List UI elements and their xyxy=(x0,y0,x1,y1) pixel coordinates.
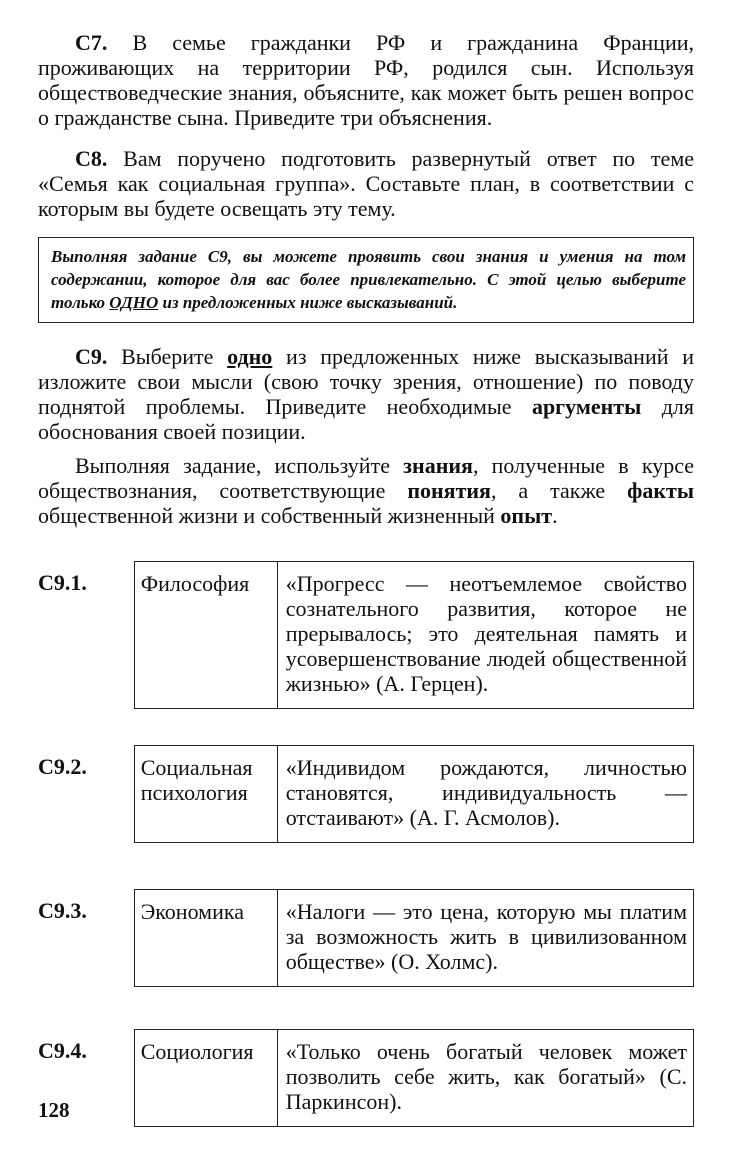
notice-text-underlined: ОДНО xyxy=(109,293,159,312)
c9-text-underlined: одно xyxy=(227,344,273,369)
task-topic: Социальная психология xyxy=(135,746,278,842)
task-c7-text: В семье гражданки РФ и гражданина Франции, проживающих на территории РФ, родился сын. Используя обществоведческие знания, объясните, как может быть решен вопрос о гражданстве сына. Приведите три объяснения. xyxy=(38,30,694,130)
task-box xyxy=(134,1029,694,1127)
task-quote: «Индивидом рождаются, личностью становятся, индивидуальность — отстаивают» (А. Г. Асмолов). xyxy=(285,755,687,830)
task-topic: Экономика xyxy=(135,890,278,986)
task-box xyxy=(134,889,694,987)
instr-bold-4: опыт xyxy=(500,503,553,528)
task-quote: «Налоги — это цена, которую мы платим за возможность жить в цивилизованном обществе» (О. Холмс). xyxy=(285,899,687,974)
task-quote: «Прогресс — неотъемлемое свойство сознательного развития, которое не прерывалось; это деятельная память и усовершенствование людей общественной жизнью» (А. Герцен). xyxy=(285,571,687,696)
instr-text-3: , а также xyxy=(490,478,628,503)
task-topic: Социология xyxy=(135,1030,278,1126)
task-c9-4 xyxy=(38,1029,694,1127)
instr-text-5: . xyxy=(552,503,558,528)
task-c9-2 xyxy=(38,745,694,843)
page-number: 128 xyxy=(38,1098,70,1122)
task-c8 xyxy=(38,146,694,221)
task-c7-number: С7. xyxy=(75,30,108,55)
c9-notice-box xyxy=(38,237,694,323)
task-topic: Философия xyxy=(135,562,278,708)
c9-text-3: для обоснования своей позиции. xyxy=(38,394,694,444)
task-number: С9.3. xyxy=(38,898,87,923)
notice-text-before: Выполняя задание С9, вы можете проявить свои знания и умения на том содержании, которое для вас более привлекательно. С этой целью выберите только xyxy=(51,247,686,312)
task-c8-number: С8. xyxy=(75,146,108,171)
task-number: С9.2. xyxy=(38,754,87,779)
instr-bold-1: знания xyxy=(403,453,473,478)
task-c9-number: С9. xyxy=(75,344,108,369)
task-box xyxy=(134,745,694,843)
instr-text-2: , полученные в курсе обществознания, соответствующие xyxy=(38,453,694,503)
task-c9-1 xyxy=(38,561,694,709)
page-content xyxy=(38,30,694,1127)
c9-text-2: из предложенных ниже высказываний и изложите свои мысли (свою точку зрения, отношение) по поводу поднятой проблемы. Приведите необходимые xyxy=(38,344,695,419)
instr-text-1: Выполняя задание, используйте xyxy=(75,453,404,478)
instr-bold-2: понятия xyxy=(407,478,491,503)
instr-bold-3: факты xyxy=(627,478,694,503)
task-quote: «Только очень богатый человек может позволить себе жить, как богатый» (С. Паркинсон). xyxy=(285,1039,687,1114)
notice-text-after: из предложенных ниже высказываний. xyxy=(158,293,458,312)
task-c7 xyxy=(38,30,694,130)
c9-text-1: Выберите xyxy=(121,344,228,369)
task-c9-3 xyxy=(38,889,694,987)
c9-text-bold: аргументы xyxy=(531,394,642,419)
task-number: С9.1. xyxy=(38,570,87,595)
task-number: С9.4. xyxy=(38,1038,87,1063)
c9-instructions xyxy=(38,453,694,528)
task-c9 xyxy=(38,344,694,444)
instr-text-4: общественной жизни и собственный жизненный xyxy=(38,503,501,528)
task-box xyxy=(134,561,694,709)
task-c8-text: Вам поручено подготовить развернутый ответ по теме «Семья как социальная группа». Составьте план, в соответствии с которым вы будете освещать эту тему. xyxy=(38,146,695,221)
